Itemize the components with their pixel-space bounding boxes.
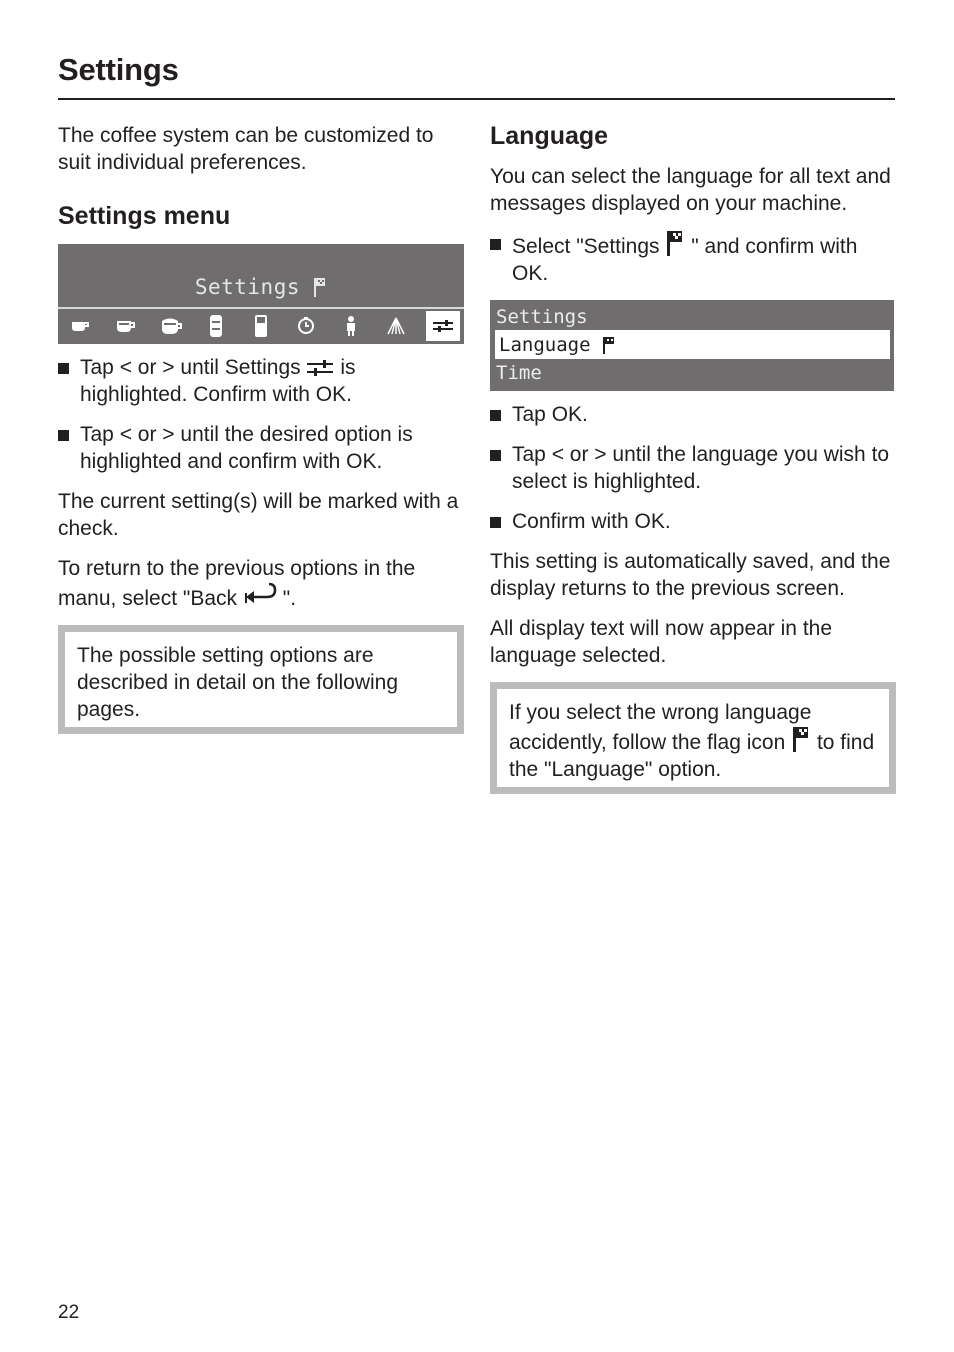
info-note-right-text-a: If you select the wrong language accidently, follow the flag icon: [509, 701, 812, 754]
right-bullet-1: [490, 230, 896, 287]
back-arrow-icon: [243, 582, 277, 608]
settings-sliders-icon: [306, 359, 334, 377]
settings-menu-heading: Settings menu: [58, 202, 231, 230]
language-heading: Language: [490, 122, 609, 150]
back-text-b: ".: [282, 587, 297, 610]
right-bullet-3: Tap < or > until the language you wish to select is highlighted.: [490, 441, 896, 495]
check-mark-text: The current setting(s) will be marked with a check.: [58, 490, 459, 540]
cappuccino-icon: [148, 310, 193, 342]
left-bullet-1: [58, 354, 464, 408]
flag-icon: [602, 336, 616, 354]
left-bullet-1-text-b: is highlighted. Confirm with OK.: [80, 356, 356, 406]
rinse-icon: [374, 310, 419, 342]
page-title: Settings: [58, 52, 179, 87]
settings-icon: [425, 310, 461, 342]
left-bullet-1-text-a: Tap < or > until Settings: [80, 356, 301, 379]
display-title-text: Settings: [194, 275, 300, 299]
timer-icon: [284, 310, 329, 342]
right-bullet-1-text-b: " and confirm with OK.: [512, 235, 858, 285]
left-column: [58, 122, 464, 734]
title-rule: [58, 98, 895, 100]
language-display: [490, 300, 894, 391]
language-intro-text: You can select the language for all text and messages displayed on your machine.: [490, 165, 891, 215]
flag-icon: [665, 230, 685, 256]
left-bullet-2: Tap < or > until the desired option is highlighted and confirm with OK.: [58, 421, 464, 475]
info-note-right-text: [509, 699, 877, 783]
profile-icon: [329, 310, 374, 342]
display-title: [58, 274, 464, 301]
auto-save-text: This setting is automatically saved, and the display returns to the previous screen.: [490, 550, 891, 600]
settings-menu-display: [58, 244, 464, 344]
info-note-left: [58, 625, 464, 734]
info-note-left-text: The possible setting options are described in detail on the following pages.: [77, 644, 399, 721]
intro-text: The coffee system can be customized to suit individual preferences.: [58, 124, 434, 174]
display-text-note: All display text will now appear in the language selected.: [490, 617, 833, 667]
display-next-row: Time: [496, 362, 542, 384]
latte-macchiato-icon: [193, 310, 238, 342]
right-bullet-2: Tap OK.: [490, 401, 896, 428]
display-icon-bar: [58, 310, 464, 342]
flag-icon: [791, 726, 811, 752]
flag-icon: [313, 277, 327, 297]
right-column: [490, 122, 896, 794]
info-note-right: [490, 682, 896, 794]
milk-icon: [239, 310, 284, 342]
back-text-a: To return to the previous options in the manu, select "Back: [58, 557, 416, 610]
display-header-row: Settings: [496, 306, 588, 328]
back-text: [58, 555, 464, 612]
coffee-icon: [103, 310, 148, 342]
display-selected-row: [495, 330, 890, 359]
espresso-icon: [58, 310, 103, 342]
page-number: 22: [58, 1302, 80, 1323]
display-divider: [58, 307, 464, 309]
display-selected-text: Language: [499, 334, 591, 356]
right-bullet-1-text-a: Select "Settings: [512, 235, 660, 258]
info-note-right-text-b: to find the "Language" option.: [509, 731, 875, 781]
right-bullet-4: Confirm with OK.: [490, 508, 896, 535]
